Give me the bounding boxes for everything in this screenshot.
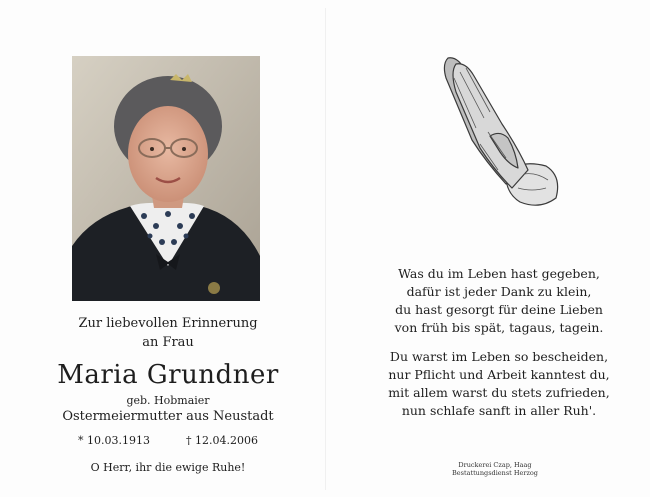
printer-line-1: Druckerei Czap, Haag <box>458 461 532 469</box>
poem-line: Du warst im Leben so bescheiden, <box>389 349 609 364</box>
poem-line: nun schlafe sanft in aller Ruh'. <box>401 403 597 418</box>
poem-stanza-2 <box>368 348 630 420</box>
praying-hands-icon <box>428 52 568 212</box>
printer-credit <box>420 461 570 477</box>
maiden-name: geb. Hobmaier <box>126 394 210 407</box>
deceased-name: Maria Grundner <box>57 360 279 390</box>
poem-line: dafür ist jeder Dank zu klein, <box>406 284 592 299</box>
fold-line <box>325 8 326 490</box>
prayer-line: O Herr, ihr die ewige Ruhe! <box>90 461 246 474</box>
birth-date: * 10.03.1913 <box>78 434 150 447</box>
intro-line-2: an Frau <box>142 335 194 350</box>
memory-intro <box>40 314 296 352</box>
intro-line-1: Zur liebevollen Erinnerung <box>78 316 258 331</box>
poem-stanza-1 <box>368 265 630 337</box>
description: Ostermeiermutter aus Neustadt <box>62 409 274 424</box>
poem-line: du hast gesorgt für deine Lieben <box>395 302 603 317</box>
death-date: † 12.04.2006 <box>186 434 258 447</box>
poem-line: von früh bis spät, tagaus, tagein. <box>394 320 604 335</box>
poem-line: Was du im Leben hast gegeben, <box>398 266 600 281</box>
printer-line-2: Bestattungsdienst Herzog <box>452 469 538 477</box>
poem-line: mit allem warst du stets zufrieden, <box>388 385 610 400</box>
poem-line: nur Pflicht und Arbeit kanntest du, <box>388 367 610 382</box>
portrait-photo <box>72 56 260 301</box>
